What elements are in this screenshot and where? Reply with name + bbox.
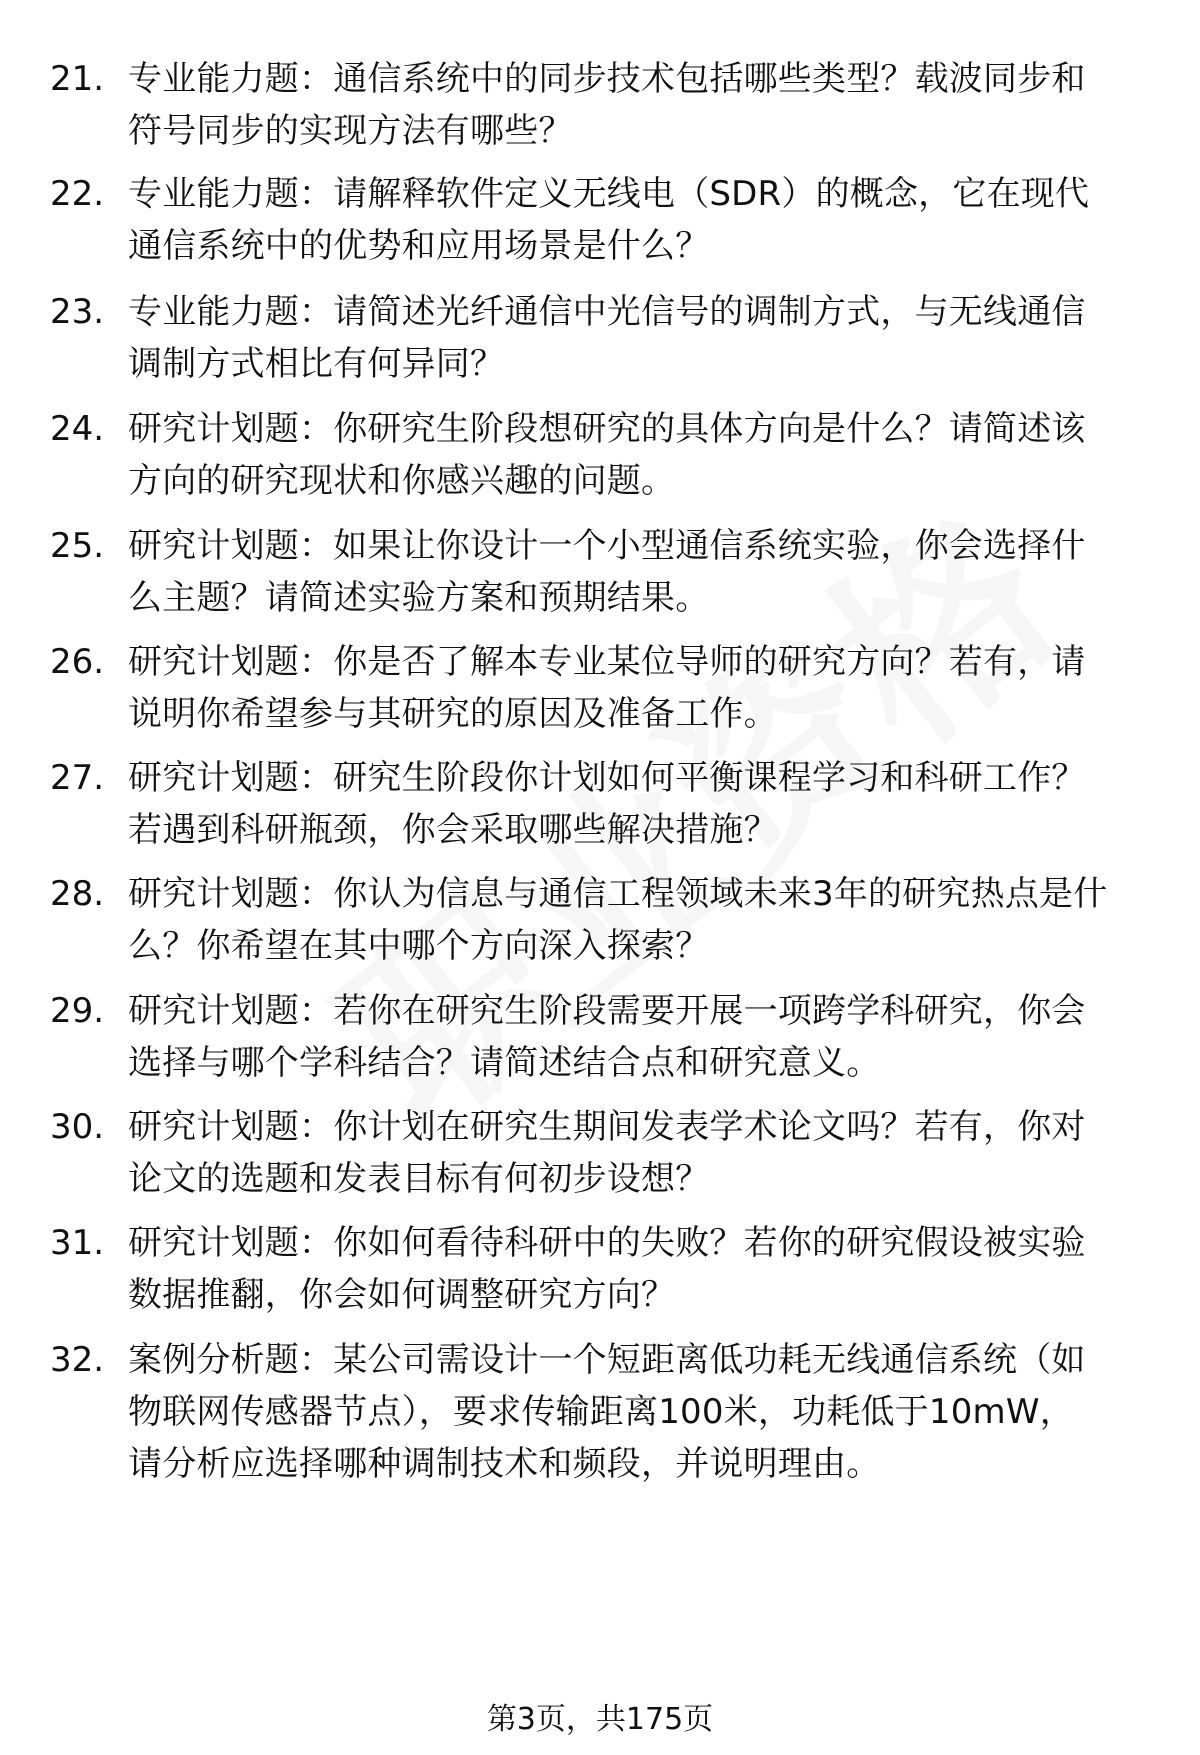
question-number: 24. xyxy=(50,409,105,449)
question-text xyxy=(128,286,1168,390)
question-line: 研究计划题：你是否了解本专业某位导师的研究方向？若有，请 xyxy=(128,642,1086,682)
question-line: 研究计划题：你研究生阶段想研究的具体方向是什么？请简述该 xyxy=(128,409,1086,449)
question-line: 案例分析题：某公司需设计一个短距离低功耗无线通信系统（如 xyxy=(128,1340,1086,1380)
question-text xyxy=(128,53,1168,157)
question-text xyxy=(128,1217,1168,1321)
question-text xyxy=(128,403,1168,507)
page-footer: 第3页，共175页 xyxy=(486,1702,714,1737)
question-number: 22. xyxy=(50,174,105,214)
question-number: 30. xyxy=(50,1107,105,1147)
question-line: 方向的研究现状和你感兴趣的问题。 xyxy=(128,461,676,501)
question-line: 专业能力题：请简述光纤通信中光信号的调制方式，与无线通信 xyxy=(128,292,1086,332)
question-number: 27. xyxy=(50,758,105,798)
question-line: 研究计划题：你认为信息与通信工程领域未来3年的研究热点是什 xyxy=(128,874,1108,914)
question-line: 说明你希望参与其研究的原因及准备工作。 xyxy=(128,694,778,734)
question-line: 若遇到科研瓶颈，你会采取哪些解决措施？ xyxy=(128,810,778,850)
question-text xyxy=(128,1334,1168,1490)
question-number: 32. xyxy=(50,1340,105,1380)
question-number: 23. xyxy=(50,292,105,332)
question-number: 28. xyxy=(50,874,105,914)
question-line: 选择与哪个学科结合？请简述结合点和研究意义。 xyxy=(128,1043,881,1083)
question-line: 数据推翻，你会如何调整研究方向？ xyxy=(128,1275,676,1315)
question-text xyxy=(128,520,1168,624)
question-text xyxy=(128,636,1168,740)
question-line: 符号同步的实现方法有哪些？ xyxy=(128,111,573,151)
question-number: 26. xyxy=(50,642,105,682)
question-line: 调制方式相比有何异同？ xyxy=(128,344,505,384)
question-line: 研究计划题：你计划在研究生期间发表学术论文吗？若有，你对 xyxy=(128,1107,1086,1147)
question-line: 请分析应选择哪种调制技术和频段，并说明理由。 xyxy=(128,1444,881,1484)
question-line: 物联网传感器节点），要求传输距离100米，功耗低于10mW， xyxy=(128,1392,1074,1432)
question-line: 专业能力题：通信系统中的同步技术包括哪些类型？载波同步和 xyxy=(128,59,1086,99)
question-line: 么主题？请简述实验方案和预期结果。 xyxy=(128,578,710,618)
question-line: 研究计划题：你如何看待科研中的失败？若你的研究假设被实验 xyxy=(128,1223,1086,1263)
question-text xyxy=(128,168,1168,272)
question-line: 专业能力题：请解释软件定义无线电（SDR）的概念，它在现代 xyxy=(128,174,1090,214)
question-text xyxy=(128,752,1168,856)
question-number: 25. xyxy=(50,526,105,566)
question-line: 论文的选题和发表目标有何初步设想？ xyxy=(128,1159,710,1199)
question-number: 31. xyxy=(50,1223,105,1263)
question-text xyxy=(128,985,1168,1089)
question-text xyxy=(128,1101,1168,1205)
question-line: 研究计划题：研究生阶段你计划如何平衡课程学习和科研工作？ xyxy=(128,758,1086,798)
question-line: 通信系统中的优势和应用场景是什么？ xyxy=(128,226,710,266)
question-line: 么？你希望在其中哪个方向深入探索？ xyxy=(128,926,710,966)
question-number: 21. xyxy=(50,59,105,99)
question-number: 29. xyxy=(50,991,105,1031)
question-line: 研究计划题：如果让你设计一个小型通信系统实验，你会选择什 xyxy=(128,526,1086,566)
question-line: 研究计划题：若你在研究生阶段需要开展一项跨学科研究，你会 xyxy=(128,991,1086,1031)
question-text xyxy=(128,868,1168,972)
